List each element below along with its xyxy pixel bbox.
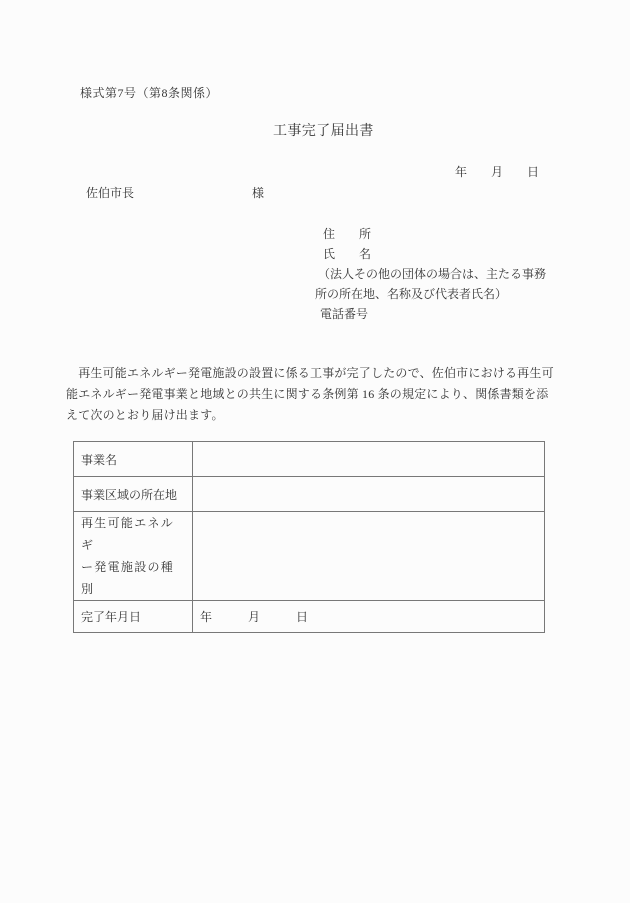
form-number: 様式第7号（第8条関係）	[80, 86, 219, 100]
body-line-1: 再生可能エネルギー発電施設の設置に係る工事が完了したので、佐伯市における再生可	[66, 366, 554, 380]
field-label-project-area-location	[74, 477, 193, 512]
sender-corporate-note-line2: 所の所在地、名称及び代表者氏名）	[315, 287, 508, 301]
table-row-completion-date	[74, 601, 545, 633]
body-paragraph	[66, 363, 566, 426]
addressee-honorific: 様	[252, 186, 265, 200]
submission-date-placeholder: 年 月 日	[455, 165, 540, 179]
addressee-name: 佐伯市長	[86, 186, 135, 200]
field-label-text: 完了年月日	[81, 610, 142, 624]
sender-phone-label: 電話番号	[320, 307, 369, 321]
sender-info-block	[315, 224, 546, 324]
completion-form-table	[73, 441, 545, 633]
field-label-text: 事業区域の所在地	[81, 487, 178, 502]
sender-address-label: 住 所	[323, 227, 372, 241]
sender-corporate-note-line1: （法人その他の団体の場合は、主たる事務	[318, 267, 547, 281]
completion-date-input-cell[interactable]: 年 月 日	[193, 601, 545, 633]
facility-type-input-cell[interactable]	[193, 512, 545, 601]
field-label-text: 事業名	[81, 452, 118, 467]
table-row-business-name	[74, 442, 545, 477]
addressee-line	[86, 184, 264, 201]
field-label-business-name	[74, 442, 193, 477]
business-name-input-cell[interactable]	[193, 442, 545, 477]
table-row-facility-type	[74, 512, 545, 601]
field-label-text: 再生可能エネルギ	[81, 516, 175, 552]
document-title: 工事完了届出書	[273, 124, 374, 139]
table-row-project-area-location	[74, 477, 545, 512]
sender-name-label: 氏 名	[323, 247, 372, 261]
field-label-completion-date	[74, 601, 193, 633]
field-label-facility-type	[74, 512, 193, 601]
body-line-2: 能エネルギー発電事業と地域との共生に関する条例第 16 条の規定により、関係書類を添	[66, 387, 549, 401]
field-label-text: ー発電施設の種別	[81, 560, 175, 596]
body-line-3: えて次のとおり届け出ます。	[66, 408, 224, 422]
project-area-location-input-cell[interactable]	[193, 477, 545, 512]
